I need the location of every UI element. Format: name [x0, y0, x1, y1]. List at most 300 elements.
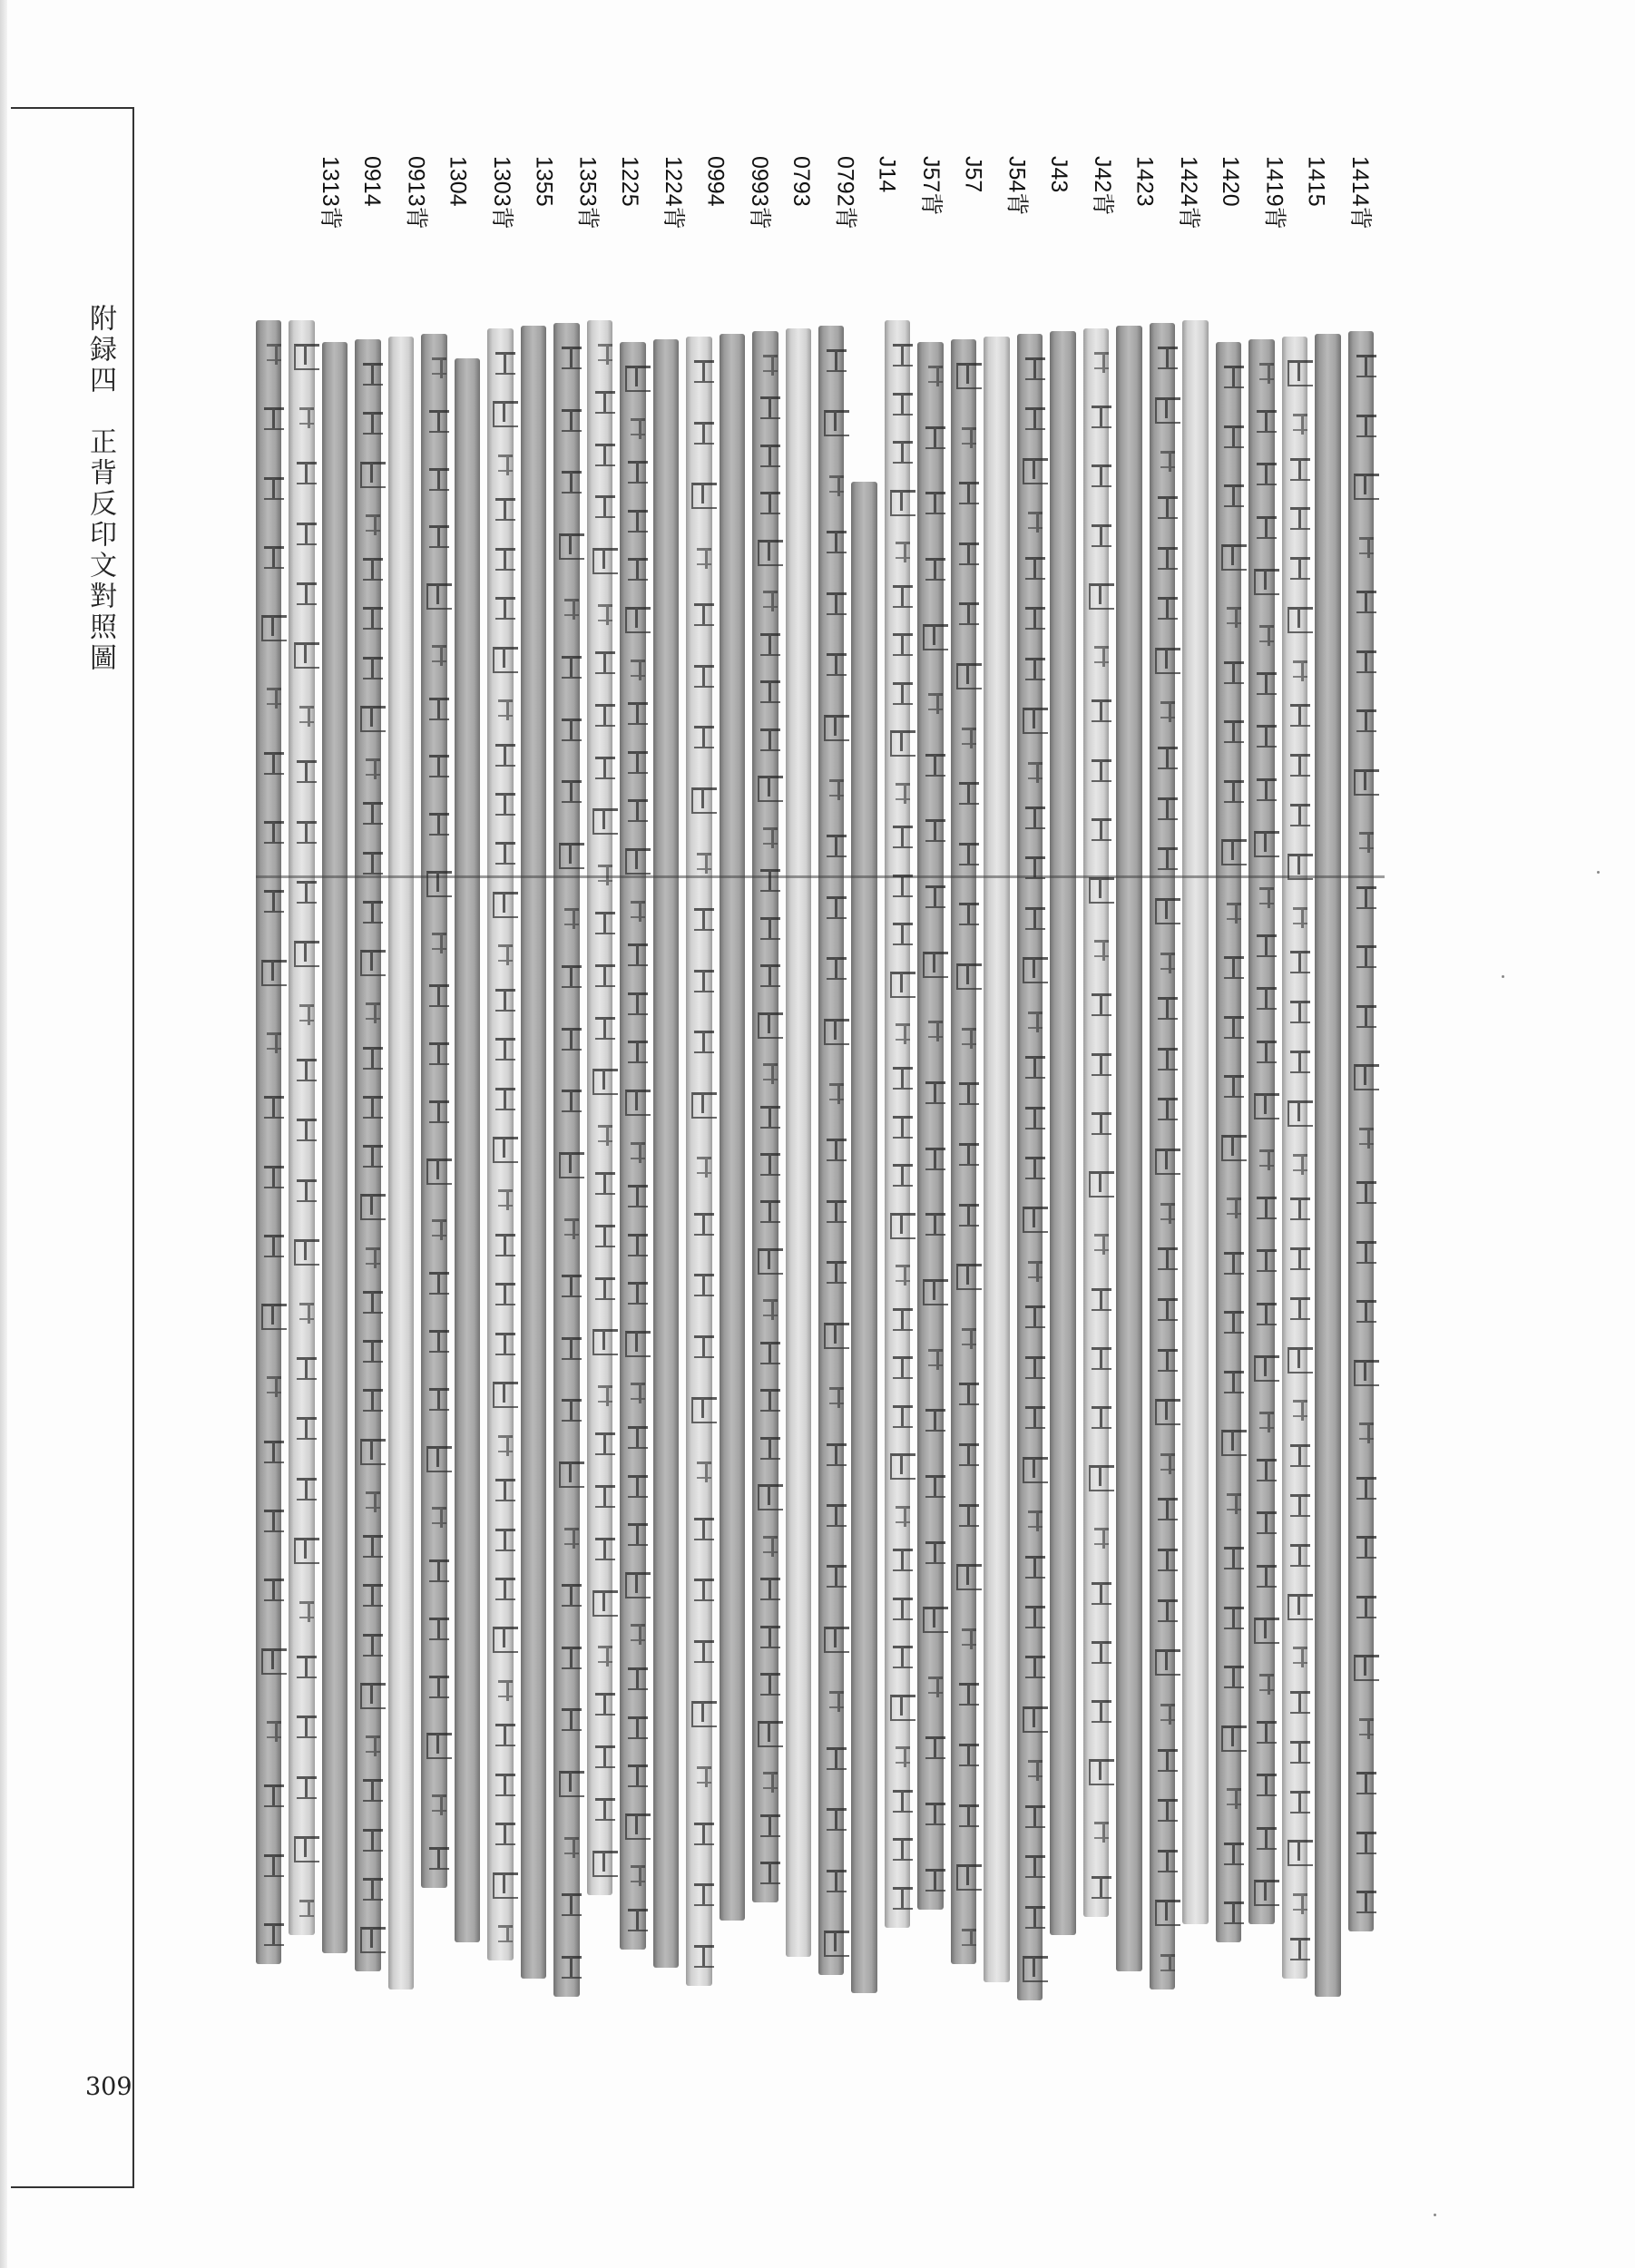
slip-label: 1419背: [1261, 156, 1287, 230]
written-character: [625, 607, 651, 633]
written-character: [297, 1179, 317, 1202]
written-character: [893, 1887, 913, 1910]
written-character: [297, 582, 317, 605]
written-character: [763, 1063, 778, 1080]
written-character: [1094, 1234, 1109, 1251]
written-character: [299, 1601, 314, 1618]
written-character: [297, 881, 317, 904]
written-character: [760, 1673, 780, 1696]
slip-writing: [917, 366, 954, 1892]
written-character: [925, 819, 945, 842]
written-character: [1025, 1606, 1045, 1628]
written-character: [363, 657, 383, 679]
written-character: [1356, 591, 1376, 613]
bamboo-slip: [951, 339, 976, 1964]
written-character: [760, 445, 780, 467]
written-character: [959, 1683, 979, 1706]
bamboo-slip: [322, 342, 348, 1953]
paper-speck: [1502, 975, 1504, 978]
written-character: [267, 688, 281, 705]
written-character: [631, 1865, 645, 1882]
written-character: [763, 1299, 778, 1316]
written-character: [1293, 1893, 1307, 1911]
written-character: [1023, 458, 1048, 484]
written-character: [1227, 1198, 1241, 1215]
written-character: [925, 492, 945, 514]
written-character: [1025, 1056, 1045, 1079]
written-character: [1290, 754, 1310, 777]
written-character: [1257, 778, 1277, 801]
written-character: [564, 599, 579, 616]
written-character: [763, 355, 778, 372]
written-character: [694, 908, 714, 931]
bamboo-slip: [487, 328, 513, 1960]
bamboo-slip: [355, 339, 380, 1971]
written-character: [691, 483, 717, 509]
written-character: [928, 1677, 943, 1694]
binding-mark: [653, 875, 690, 878]
written-character: [1293, 907, 1307, 924]
written-character: [694, 360, 714, 383]
written-character: [1221, 1725, 1247, 1752]
written-character: [294, 1239, 319, 1266]
written-character: [827, 1808, 847, 1831]
written-character: [1359, 832, 1374, 849]
written-character: [760, 1342, 780, 1364]
written-character: [1224, 720, 1244, 743]
written-character: [824, 715, 849, 741]
written-character: [824, 1931, 849, 1957]
written-character: [1224, 1311, 1244, 1334]
written-character: [962, 427, 976, 445]
written-character: [1023, 1956, 1048, 1982]
written-character: [1028, 1510, 1043, 1528]
written-character: [264, 752, 284, 775]
written-character: [1290, 1791, 1310, 1813]
written-character: [956, 1564, 982, 1590]
written-character: [1359, 1422, 1374, 1440]
written-character: [1224, 780, 1244, 803]
written-character: [429, 1676, 449, 1698]
written-character: [1356, 709, 1376, 732]
written-character: [1092, 699, 1111, 722]
written-character: [959, 1204, 979, 1227]
written-character: [297, 1417, 317, 1440]
written-character: [1287, 607, 1313, 633]
written-character: [495, 793, 515, 816]
written-character: [896, 542, 910, 559]
written-character: [592, 548, 618, 574]
written-character: [1224, 956, 1244, 979]
written-character: [925, 426, 945, 449]
written-character: [1290, 1247, 1310, 1270]
written-character: [1023, 1207, 1048, 1233]
written-character: [691, 1397, 717, 1423]
written-character: [1160, 953, 1175, 970]
written-character: [694, 1945, 714, 1968]
written-character: [297, 1656, 317, 1678]
bamboo-slip: [818, 326, 844, 1975]
written-character: [363, 1096, 383, 1119]
written-character: [1293, 660, 1307, 678]
written-character: [829, 1691, 844, 1708]
bamboo-slip: [1348, 331, 1374, 1931]
written-character: [267, 1032, 281, 1050]
written-character: [495, 842, 515, 865]
written-character: [1160, 701, 1175, 719]
written-character: [827, 1261, 847, 1284]
written-character: [559, 1461, 584, 1488]
written-character: [1023, 957, 1048, 983]
written-character: [827, 1747, 847, 1770]
written-character: [1290, 1691, 1310, 1714]
written-character: [697, 1461, 711, 1479]
written-character: [1356, 1596, 1376, 1618]
written-character: [1158, 1850, 1178, 1872]
written-character: [1354, 1360, 1379, 1386]
written-character: [1158, 797, 1178, 820]
running-title: 附録四 正背反印文對照圖: [84, 304, 116, 674]
written-character: [1254, 1618, 1279, 1644]
written-character: [1158, 997, 1178, 1020]
bamboo-slip: [1315, 334, 1340, 1997]
written-character: [595, 495, 615, 518]
written-character: [1025, 357, 1045, 380]
written-character: [592, 1069, 618, 1095]
written-character: [1221, 1430, 1247, 1456]
written-character: [366, 1002, 380, 1020]
written-character: [595, 704, 615, 727]
written-character: [1254, 1355, 1279, 1382]
written-character: [1089, 583, 1114, 610]
written-character: [928, 1349, 943, 1366]
written-character: [261, 615, 287, 641]
written-character: [1025, 907, 1045, 930]
written-character: [760, 1153, 780, 1176]
written-character: [928, 1021, 943, 1038]
written-character: [264, 477, 284, 500]
written-character: [363, 1634, 383, 1657]
slip-writing: [587, 344, 623, 1877]
written-character: [261, 1648, 287, 1675]
slip-label: 1224背: [661, 156, 687, 230]
bamboo-slip: [653, 339, 679, 1968]
written-character: [763, 591, 778, 608]
written-character: [1224, 1547, 1244, 1569]
written-character: [498, 1680, 513, 1697]
written-character: [1092, 818, 1111, 841]
written-character: [962, 1028, 976, 1045]
written-character: [429, 813, 449, 836]
written-character: [1158, 747, 1178, 769]
written-character: [1224, 366, 1244, 388]
written-character: [495, 1529, 515, 1551]
written-character: [294, 642, 319, 669]
written-character: [694, 1823, 714, 1845]
written-character: [760, 492, 780, 514]
written-character: [928, 366, 943, 383]
written-character: [758, 1484, 783, 1510]
written-character: [827, 1200, 847, 1223]
written-character: [1290, 1938, 1310, 1960]
written-character: [890, 972, 915, 998]
written-character: [429, 1618, 449, 1640]
written-character: [432, 1219, 446, 1237]
written-character: [959, 843, 979, 865]
written-character: [959, 543, 979, 565]
written-character: [297, 1716, 317, 1738]
written-character: [1160, 1203, 1175, 1220]
written-character: [595, 391, 615, 414]
slip-writing: [620, 366, 656, 1931]
written-character: [261, 960, 287, 986]
written-character: [1158, 1298, 1178, 1321]
written-character: [1160, 1704, 1175, 1721]
written-character: [1257, 1827, 1277, 1850]
written-character: [297, 523, 317, 545]
written-character: [495, 1333, 515, 1355]
slip-label: J14: [874, 156, 900, 193]
written-character: [763, 827, 778, 845]
written-character: [595, 964, 615, 987]
written-character: [595, 1745, 615, 1768]
written-character: [1158, 1599, 1178, 1622]
written-character: [1227, 607, 1241, 624]
written-character: [598, 604, 612, 621]
slip-writing: [487, 352, 524, 1942]
written-character: [631, 901, 645, 918]
written-character: [628, 558, 648, 581]
written-character: [264, 1579, 284, 1601]
written-character: [763, 1772, 778, 1789]
written-character: [1092, 993, 1111, 1016]
written-character: [1259, 363, 1274, 380]
written-character: [925, 1736, 945, 1759]
written-character: [760, 869, 780, 892]
binding-mark: [1050, 875, 1086, 878]
written-character: [893, 1838, 913, 1861]
written-character: [264, 1784, 284, 1807]
bamboo-slip: [587, 320, 612, 1895]
page-gutter-shadow: [0, 0, 7, 2268]
slip-writing: [1348, 355, 1385, 1913]
written-character: [1359, 537, 1374, 554]
written-character: [562, 1090, 582, 1112]
bamboo-slip: [786, 328, 811, 1957]
written-character: [1359, 1718, 1374, 1735]
written-character: [1160, 1453, 1175, 1471]
written-character: [264, 821, 284, 844]
written-character: [760, 1200, 780, 1223]
slip-writing: [951, 363, 987, 1946]
written-character: [1025, 1556, 1045, 1579]
slip-writing: [256, 344, 292, 1946]
written-character: [893, 1116, 913, 1139]
slip-writing: [752, 355, 788, 1884]
written-character: [363, 1779, 383, 1802]
written-character: [890, 1453, 915, 1480]
written-character: [1257, 410, 1277, 433]
written-character: [363, 1584, 383, 1607]
written-character: [893, 344, 913, 367]
written-character: [495, 1578, 515, 1600]
written-character: [1259, 625, 1274, 642]
written-character: [923, 1279, 948, 1305]
written-character: [1287, 1840, 1313, 1866]
written-character: [694, 665, 714, 688]
written-character: [498, 944, 513, 962]
written-character: [1257, 1303, 1277, 1325]
written-character: [959, 602, 979, 625]
written-character: [893, 1067, 913, 1090]
written-character: [890, 1213, 915, 1239]
written-character: [493, 1382, 518, 1408]
written-character: [498, 1435, 513, 1452]
written-character: [360, 1683, 386, 1709]
written-character: [824, 1019, 849, 1045]
written-character: [893, 826, 913, 848]
written-character: [1089, 877, 1114, 904]
written-character: [697, 1157, 711, 1174]
written-character: [429, 525, 449, 548]
written-character: [1089, 1171, 1114, 1198]
written-character: [1028, 1012, 1043, 1029]
slip-label: 1355: [531, 156, 557, 207]
written-character: [893, 1164, 913, 1187]
written-character: [1290, 1297, 1310, 1320]
written-character: [562, 1708, 582, 1731]
written-character: [1092, 1112, 1111, 1135]
written-character: [694, 1579, 714, 1601]
written-character: [429, 984, 449, 1007]
written-character: [592, 1329, 618, 1355]
written-character: [829, 1083, 844, 1100]
slip-label: 1303背: [489, 156, 514, 230]
written-character: [827, 957, 847, 980]
written-character: [760, 964, 780, 987]
paper-speck: [1434, 2214, 1436, 2216]
written-character: [294, 1836, 319, 1862]
written-character: [1290, 458, 1310, 481]
written-character: [1155, 1900, 1180, 1926]
written-character: [1224, 1607, 1244, 1629]
written-character: [264, 1923, 284, 1946]
written-character: [925, 1409, 945, 1432]
binding-mark: [786, 875, 822, 878]
written-character: [495, 744, 515, 767]
written-character: [1257, 1774, 1277, 1796]
written-character: [562, 656, 582, 679]
written-character: [595, 757, 615, 779]
written-character: [294, 1538, 319, 1564]
written-character: [1023, 1457, 1048, 1483]
written-character: [628, 461, 648, 484]
written-character: [1224, 1843, 1244, 1865]
written-character: [1158, 847, 1178, 870]
written-character: [592, 1851, 618, 1877]
written-character: [829, 779, 844, 797]
written-character: [432, 1507, 446, 1524]
written-character: [1025, 1906, 1045, 1929]
written-character: [360, 462, 386, 488]
slip-writing: [355, 363, 391, 1953]
written-character: [564, 1837, 579, 1854]
written-character: [1257, 1459, 1277, 1481]
written-character: [592, 1590, 618, 1617]
written-character: [498, 1925, 513, 1942]
written-character: [824, 410, 849, 436]
written-character: [827, 349, 847, 372]
written-character: [1356, 1300, 1376, 1323]
written-character: [628, 751, 648, 774]
written-character: [363, 1878, 383, 1901]
written-character: [264, 1854, 284, 1877]
written-character: [1158, 1048, 1178, 1070]
written-character: [1025, 856, 1045, 879]
written-character: [959, 782, 979, 805]
written-character: [562, 1337, 582, 1360]
written-character: [426, 1446, 452, 1472]
written-character: [1155, 397, 1180, 424]
written-character: [1259, 1674, 1274, 1691]
written-character: [628, 1909, 648, 1931]
written-character: [1155, 898, 1180, 924]
written-character: [896, 783, 910, 800]
written-character: [495, 1234, 515, 1256]
written-character: [360, 706, 386, 732]
written-character: [896, 1023, 910, 1041]
slip-label: 0914: [359, 156, 386, 207]
written-character: [1221, 1135, 1247, 1161]
written-character: [827, 1870, 847, 1892]
slip-labels: [270, 156, 1377, 319]
written-character: [827, 531, 847, 553]
written-character: [299, 706, 314, 723]
written-character: [694, 1640, 714, 1663]
written-character: [1025, 557, 1045, 580]
written-character: [264, 1510, 284, 1532]
written-character: [1356, 1005, 1376, 1028]
written-character: [495, 498, 515, 521]
written-character: [429, 1042, 449, 1065]
written-character: [758, 776, 783, 802]
written-character: [1028, 1760, 1043, 1777]
written-character: [495, 597, 515, 620]
written-character: [493, 892, 518, 918]
written-character: [628, 1185, 648, 1207]
bamboo-slip: [521, 326, 546, 1979]
slip-writing: [1083, 352, 1120, 1899]
written-character: [760, 917, 780, 940]
bamboo-slip: [388, 337, 414, 1989]
written-character: [1224, 1252, 1244, 1275]
written-character: [893, 1308, 913, 1331]
written-character: [426, 1733, 452, 1759]
written-character: [760, 1578, 780, 1600]
written-character: [366, 514, 380, 532]
written-character: [598, 865, 612, 882]
written-character: [956, 1264, 982, 1290]
written-character: [625, 848, 651, 875]
slip-label: 0994: [702, 156, 729, 207]
written-character: [691, 787, 717, 814]
written-character: [1356, 1832, 1376, 1854]
written-character: [595, 1017, 615, 1040]
written-character: [1025, 1805, 1045, 1828]
bamboo-slip: [256, 320, 281, 1964]
written-character: [896, 1265, 910, 1282]
written-character: [959, 1443, 979, 1466]
